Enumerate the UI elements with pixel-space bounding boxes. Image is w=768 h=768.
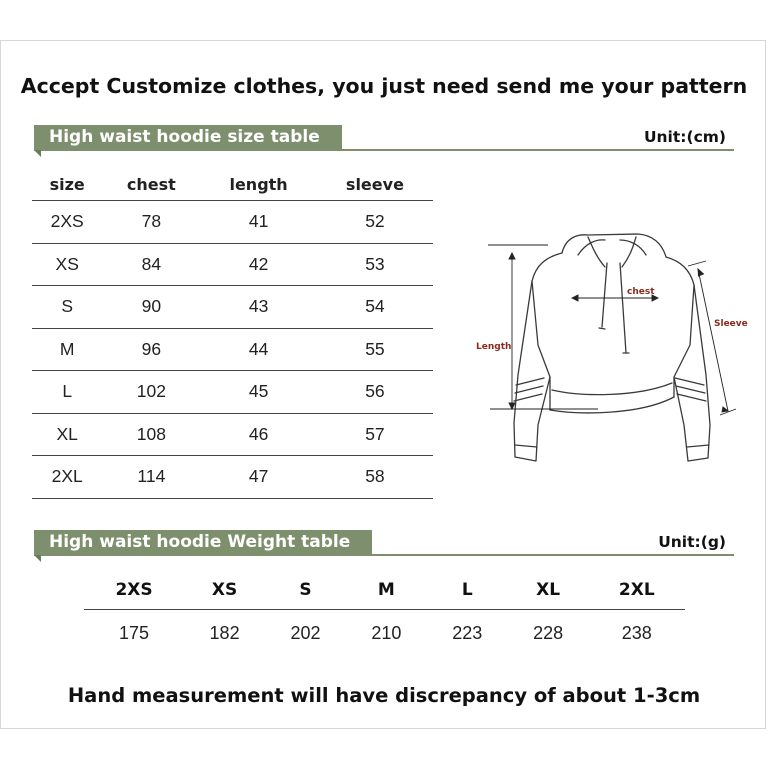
weight-size-header: S <box>265 571 346 610</box>
sleeve-cell: 55 <box>317 328 433 371</box>
weight-size-header: 2XS <box>84 571 184 610</box>
weight-cell: 182 <box>209 622 240 643</box>
chest-cell: 102 <box>102 371 200 414</box>
table-row <box>32 456 433 499</box>
chest-label: chest <box>627 287 655 297</box>
column-header: size <box>32 168 102 201</box>
sleeve-cell: 57 <box>317 413 433 456</box>
chest-cell: 78 <box>102 201 200 244</box>
weight-size-header: L <box>427 571 508 610</box>
weight-value-row <box>84 610 685 657</box>
weight-size-header: XL <box>508 571 589 610</box>
hoodie-outline <box>514 234 710 461</box>
sleeve-cell: 58 <box>317 456 433 499</box>
weight-unit-label: Unit:(g) <box>658 533 726 551</box>
size-table-header-row <box>32 168 433 201</box>
weight-size-header: M <box>346 571 427 610</box>
weight-cell: 223 <box>452 622 483 643</box>
size-table-header <box>34 125 734 157</box>
length-cell: 42 <box>200 243 317 286</box>
size-cell: L <box>32 371 102 414</box>
weight-cell: 202 <box>290 622 321 643</box>
sleeve-cell: 56 <box>317 371 433 414</box>
weight-cell: 228 <box>533 622 564 643</box>
weight-size-row <box>84 571 685 610</box>
length-cell: 43 <box>200 286 317 329</box>
length-cell: 45 <box>200 371 317 414</box>
size-table <box>32 168 433 499</box>
column-header: sleeve <box>317 168 433 201</box>
weight-size-header: XS <box>184 571 265 610</box>
table-row <box>32 243 433 286</box>
banner-fold <box>34 555 41 562</box>
table-row <box>32 328 433 371</box>
weight-cell: 175 <box>119 622 150 643</box>
sleeve-label: Sleeve <box>714 319 748 329</box>
length-cell: 46 <box>200 413 317 456</box>
size-cell: 2XL <box>32 456 102 499</box>
length-label: Length <box>476 342 512 352</box>
weight-table-title: High waist hoodie Weight table <box>34 530 372 555</box>
size-cell: XS <box>32 243 102 286</box>
chest-cell: 96 <box>102 328 200 371</box>
column-header: chest <box>102 168 200 201</box>
size-table-title: High waist hoodie size table <box>34 125 342 150</box>
custom-order-headline: Accept Customize clothes, you just need send me your pattern <box>20 74 748 98</box>
chest-cell: 84 <box>102 243 200 286</box>
size-cell: XL <box>32 413 102 456</box>
size-unit-label: Unit:(cm) <box>643 128 726 146</box>
weight-table <box>84 571 685 656</box>
length-cell: 44 <box>200 328 317 371</box>
sleeve-cell: 52 <box>317 201 433 244</box>
table-row <box>32 286 433 329</box>
table-row <box>32 371 433 414</box>
table-row <box>32 413 433 456</box>
chest-cell: 108 <box>102 413 200 456</box>
banner-fold <box>34 150 41 157</box>
table-row <box>32 201 433 244</box>
length-cell: 47 <box>200 456 317 499</box>
sleeve-cell: 54 <box>317 286 433 329</box>
sleeve-cell: 53 <box>317 243 433 286</box>
weight-cell: 210 <box>371 622 402 643</box>
weight-cell: 238 <box>621 622 652 643</box>
weight-size-header: 2XL <box>589 571 685 610</box>
chest-cell: 90 <box>102 286 200 329</box>
hoodie-diagram <box>470 225 760 485</box>
size-cell: M <box>32 328 102 371</box>
length-cell: 41 <box>200 201 317 244</box>
chest-cell: 114 <box>102 456 200 499</box>
size-cell: S <box>32 286 102 329</box>
size-cell: 2XS <box>32 201 102 244</box>
column-header: length <box>200 168 317 201</box>
weight-table-header <box>34 530 734 562</box>
measurement-disclaimer: Hand measurement will have discrepancy of about 1-3cm <box>67 684 701 707</box>
